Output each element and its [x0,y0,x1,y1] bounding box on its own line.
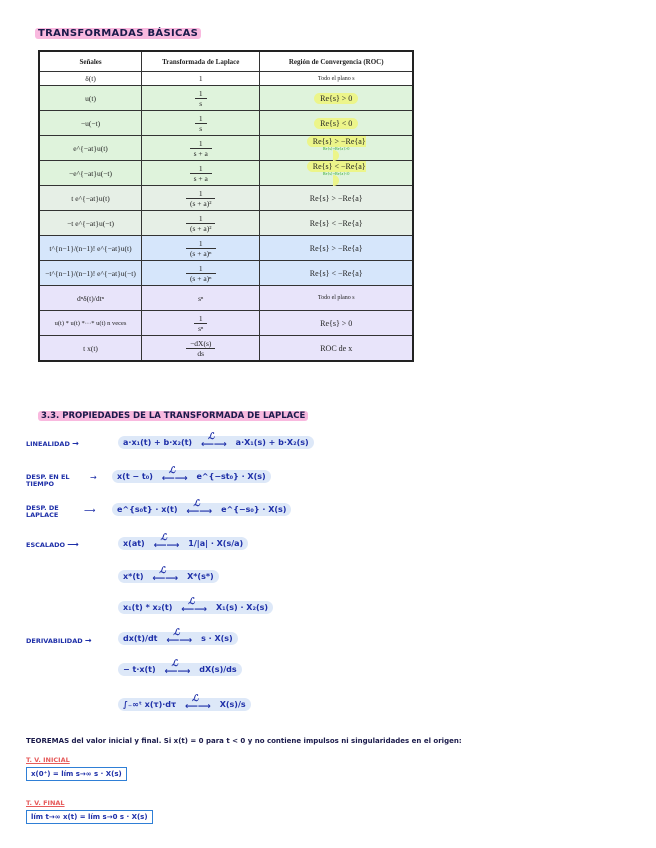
table-row [39,161,413,186]
formula-lhs: e^{s₀t} · x(t) [117,504,178,514]
roc-cell [260,136,413,161]
table-row [39,236,413,261]
formula-highlight [118,432,314,450]
formula-lhs: x(t − t₀) [117,471,153,481]
signal-cell: u(t) * u(t) *···* u(t) n veces [39,311,142,336]
arrow-right-icon: ⟶ [67,540,79,549]
table-row [39,286,413,311]
laplace-pair-icon: ℒ ⟵⟶ [186,499,213,517]
table-row [39,261,413,286]
arrow-right-icon: ⟶ [84,506,96,515]
formula-rhs: s · X(s) [201,633,233,643]
laplace-symbol: ℒ [159,566,166,576]
laplace-symbol: ℒ [168,466,176,476]
arrow-right-icon: → [72,439,79,448]
derivative-label [26,637,92,645]
fraction-denominator: s [199,123,203,133]
fraction-denominator: ds [197,348,205,358]
section-title-text: 3.3. PROPIEDADES DE LA TRANSFORMADA DE LAPLACE [38,411,308,421]
transform-cell [142,211,260,236]
formula-rhs: e^{−st₀} · X(s) [196,471,266,481]
transform-cell [142,161,260,186]
formula-lhs: x*(t) [123,571,144,581]
laplace-symbol: ℒ [193,499,200,509]
transform-cell [142,336,260,362]
fraction-numerator: 1 [195,114,207,124]
scaling-label [26,541,79,549]
fraction-numerator: 1 [194,314,207,324]
fraction-numerator: 1 [186,239,216,249]
laplace-symbol: ℒ [207,432,215,442]
table-row [39,311,413,336]
conjugate-formula [118,566,219,584]
column-header: Transformada de Laplace [142,51,260,72]
linearity-label [26,440,79,448]
laplace-symbol: ℒ [173,628,180,638]
laplace-pair-icon: ℒ ⟵⟶ [161,466,188,484]
page-title [35,28,201,39]
formula-lhs: ∫₋∞ᵗ x(τ)·dτ [123,699,177,709]
formula-highlight [118,566,219,584]
fraction-numerator: 1 [186,214,215,224]
formula-rhs: X*(s*) [187,571,214,581]
roc-cell: ROC de x [260,336,413,362]
roc-note: Re{s}+Re{a}<0 [323,170,350,176]
s-shift-formula [112,499,291,517]
s-derivative-formula [118,659,242,677]
roc-cell: Re{s} > −Re{a} [260,236,413,261]
formula-highlight [112,466,271,484]
formula-highlight [118,694,251,712]
signal-cell: dⁿδ(t)/dtⁿ [39,286,142,311]
formula-lhs: dx(t)/dt [123,633,158,643]
final-value-formula: lím t→∞ x(t) = lím s→0 s · X(s) [26,810,153,824]
transform-cell [142,111,260,136]
scaling-formula [118,533,248,551]
table-row [39,136,413,161]
roc-cell: Re{s} < −Re{a} [260,261,413,286]
fraction-denominator: s + a [193,148,208,158]
formula-lhs: − t·x(t) [123,664,156,674]
signal-cell: t e^{−at}u(t) [39,186,142,211]
time-shift-formula [112,466,271,484]
formula-highlight [118,659,242,677]
arrow-right-icon: → [84,636,92,645]
laplace-pair-icon: ℒ ⟵⟶ [200,432,227,450]
formula-highlight [112,499,291,517]
roc-highlight [260,136,412,161]
roc-cell: Re{s} > −Re{a} [260,186,413,211]
roc-highlight: Re{s} < 0 [314,118,358,129]
table-row [39,86,413,111]
transform-cell [142,86,260,111]
roc-text: Re{s} < −Re{a} [312,161,366,171]
fraction-denominator: s [199,98,203,108]
section-title [38,411,308,421]
roc-cell: Todo el plano s [260,286,413,311]
fraction-numerator: −dX(s) [186,339,215,349]
laplace-pair-icon: ℒ ⟵⟶ [185,694,211,712]
signal-cell: u(t) [39,86,142,111]
roc-cell: Re{s} > 0 [260,311,413,336]
roc-cell [260,86,413,111]
transform-cell [142,261,260,286]
roc-highlight: Re{s} > 0 [314,93,358,104]
theorems-statement: TEOREMAS del valor inicial y final. Si x(t) = 0 para t < 0 y no contiene impulsos ni singularidades en el origen: [26,737,462,745]
fraction-numerator: 1 [186,264,216,274]
roc-note: Re{s}+Re{a}>0 [323,145,350,151]
transform-cell: sⁿ [142,286,260,311]
formula-rhs: a·X₁(s) + b·X₂(s) [235,437,309,447]
fraction-denominator: (s + a)² [190,223,212,233]
laplace-pair-icon: ℒ ⟵⟶ [153,533,180,551]
roc-cell [260,161,413,186]
time-shift-label-text: DESP. EN EL TIEMPO [26,473,70,488]
laplace-pair-icon: ℒ ⟵⟶ [181,597,208,615]
integral-formula [118,694,251,712]
formula-highlight [118,597,273,615]
fraction-denominator: s + a [193,173,208,183]
signal-cell: −t^{n−1}/(n−1)! e^{−at}u(−t) [39,261,142,286]
scaling-label-text: ESCALADO [26,541,66,549]
signal-cell: t^{n−1}/(n−1)! e^{−at}u(t) [39,236,142,261]
laplace-symbol: ℒ [171,659,178,669]
fraction-denominator: (s + a)ⁿ [189,248,212,258]
fraction-denominator: sⁿ [198,323,204,333]
table-row [39,72,413,86]
laplace-symbol: ℒ [160,533,167,543]
signal-cell: −e^{−at}u(−t) [39,161,142,186]
formula-highlight [118,628,238,646]
column-header: Región de Convergencia (ROC) [260,51,413,72]
transform-cell [142,136,260,161]
signal-cell: t x(t) [39,336,142,362]
formula-rhs: 1/|a| · X(s/a) [188,538,244,548]
initial-value-formula: x(0⁺) = lím s→∞ s · X(s) [26,767,127,781]
fraction-numerator: 1 [195,89,207,99]
fraction-numerator: 1 [190,139,212,149]
laplace-table [38,50,414,362]
fraction-denominator: (s + a)² [190,198,212,208]
formula-rhs: dX(s)/ds [199,664,237,674]
final-value-label: T. V. FINAL [26,799,65,807]
page-title-text: TRANSFORMADAS BÁSICAS [35,28,201,39]
transform-cell [142,236,260,261]
time-shift-label [26,474,76,488]
roc-cell: Todo el plano s [260,72,413,86]
formula-rhs: e^{−s₀} · X(s) [221,504,287,514]
laplace-pair-icon: ℒ ⟵⟶ [152,566,179,584]
formula-lhs: x₁(t) * x₂(t) [123,602,173,612]
roc-text: Re{s} > −Re{a} [312,136,366,146]
signal-cell: e^{−at}u(t) [39,136,142,161]
formula-rhs: X(s)/s [219,699,246,709]
fraction-numerator: 1 [190,164,212,174]
transform-cell [142,186,260,211]
transform-cell [142,311,260,336]
column-header: Señales [39,51,142,72]
table-row [39,211,413,236]
initial-value-label: T. V. INICIAL [26,756,70,764]
derivative-label-text: DERIVABILIDAD [26,637,83,645]
signal-cell: −t e^{−at}u(−t) [39,211,142,236]
roc-cell: Re{s} < −Re{a} [260,211,413,236]
fraction-numerator: 1 [186,189,215,199]
laplace-pair-icon: ℒ ⟵⟶ [166,628,193,646]
table-row [39,336,413,362]
table-header-row [39,51,413,72]
formula-rhs: X₁(s) · X₂(s) [215,602,269,612]
transform-cell: 1 [142,72,260,86]
table-row [39,186,413,211]
formula-lhs: x(at) [123,538,145,548]
formula-highlight [118,533,248,551]
roc-cell [260,111,413,136]
laplace-symbol: ℒ [188,597,195,607]
s-shift-label [26,505,76,519]
fraction-denominator: (s + a)ⁿ [189,273,212,283]
signal-cell: −u(−t) [39,111,142,136]
table-row [39,111,413,136]
convolution-formula [118,597,273,615]
laplace-pair-icon: ℒ ⟵⟶ [164,659,191,677]
arrow-right-icon: → [90,473,97,482]
derivative-formula [118,628,238,646]
roc-highlight [260,161,412,186]
s-shift-label-text: DESP. DE LAPLACE [26,504,59,519]
formula-lhs: a·x₁(t) + b·x₂(t) [123,437,193,447]
signal-cell: δ(t) [39,72,142,86]
linearity-label-text: LINEALIDAD [26,440,70,448]
laplace-symbol: ℒ [191,694,199,704]
linearity-formula [118,432,314,450]
